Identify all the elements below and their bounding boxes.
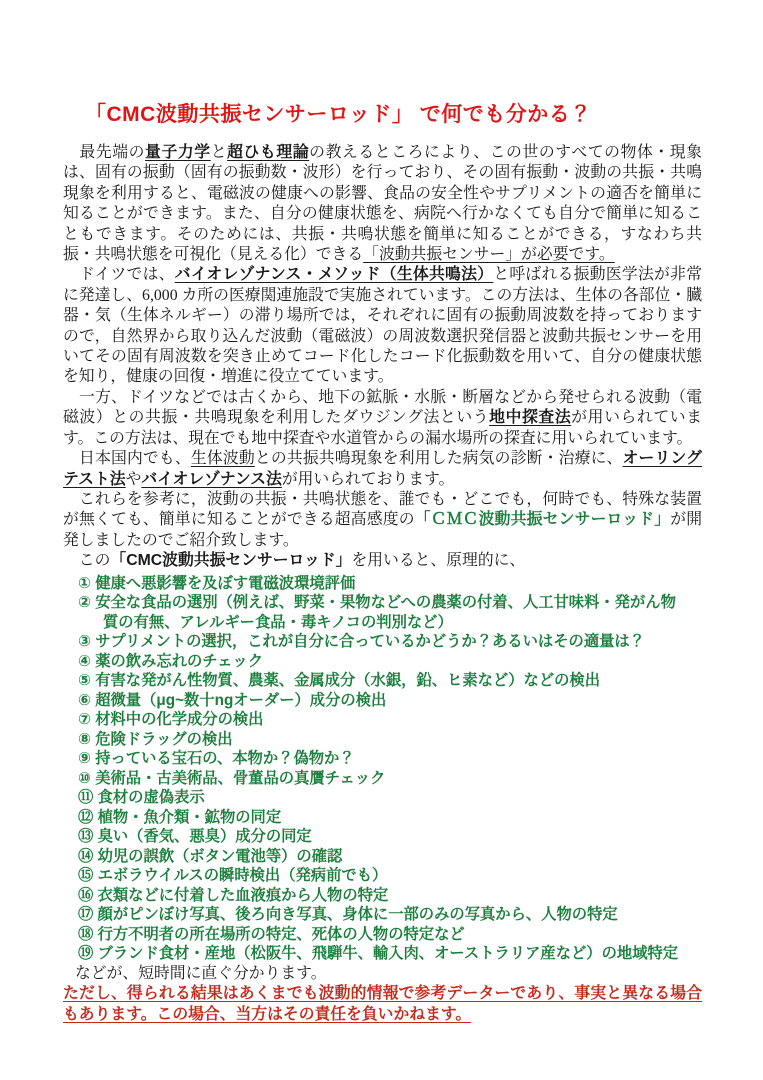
text-segment: の教えるところにより、この世のすべての物体・現象は、固有の振動（固有の振動数・波形）を行っており、その固有振動・波動の共振・共鳴現象を利用すると、電磁波の健康への影響、食品の安全性やサプリメントの適否を簡単に知ることができます。また、自分の健康状態を、病院へ行かなくても自分で簡単に知ることもできます。そのためには、共振・共鳴状態を簡単に知ることができる，すなわち共振・共鳴状態を可視化（見える化）できる	[63, 144, 702, 264]
ability-list-item	[78, 652, 690, 672]
text-segment: この	[63, 552, 111, 570]
paragraph-rod-development	[63, 490, 702, 551]
item-number: ②	[78, 594, 91, 612]
text-segment: 量子力学	[145, 144, 211, 161]
text-segment: が開発しましたのでご紹介致します。	[63, 511, 702, 549]
item-text: 臭い（香気、悪臭）成分の同定	[97, 828, 312, 846]
item-text: 危険ドラッグの検出	[95, 730, 233, 748]
item-number: ⑬	[78, 828, 94, 846]
text-segment: が用いられています。この方法は、現在でも地中探査や水道管からの漏水場所の探査に用いられています。	[63, 409, 702, 447]
ability-list-item	[78, 808, 690, 828]
item-text: 美術品・古美術品、骨董品の真贋チェック	[95, 769, 386, 787]
paragraph-bioresonance	[63, 265, 702, 387]
paragraph-japan-methods	[63, 449, 702, 490]
item-text: ブランド食材・産地（松阪牛、飛騨牛、輸入肉、オーストラリア産など）の地域特定	[97, 945, 679, 963]
disclaimer-text: ただし、得られる結果はあくまでも波動的情報で参考データーであり、事実と異なる場合もあります。この場合、当方はその責任を負いかねます。	[63, 985, 702, 1023]
item-text: 超微量（μg~数十ngオーダー）成分の検出	[95, 691, 387, 709]
ability-list-item	[78, 710, 690, 730]
ability-list-item	[78, 574, 690, 594]
text-segment: 「波動共振センサー」が必要です。	[363, 246, 615, 264]
item-text: 幼児の誤飲（ボタン電池等）の確認	[97, 847, 343, 865]
item-text: 植物・魚介類・鉱物の同定	[97, 808, 282, 826]
paragraph-list-intro	[63, 551, 702, 571]
item-number: ⑯	[78, 886, 94, 904]
text-segment: バイオレゾナンス法	[141, 470, 282, 488]
text-segment: を用いると、原理的に、	[351, 552, 526, 570]
item-text: 持っている宝石の、本物か？偽物か？	[95, 750, 355, 768]
closing-line: などが、短時間に直ぐ分かります。	[75, 964, 327, 982]
ability-list-item	[78, 632, 690, 652]
text-segment: 地中探査法	[489, 409, 572, 427]
item-text: 顔がピンぼけ写真、後ろ向き写真、身体に一部のみの写真から、人物の特定	[97, 906, 618, 924]
document-content	[63, 98, 702, 1025]
item-text: 健康へ悪影響を及ぼす電磁波環境評価	[95, 574, 356, 592]
text-segment: と呼ばれる振動医学法が非常に発達し、6,000 カ所の医療関連施設で実施されています。この方法は、生体の各部位・臓器・気（生体ネルギー）の滞り場所では，それぞれに固有の振動周波数を持っておりますので，自然界から取り込んだ波動（電磁波）の周波数選択発信器と波動共振センサーを用いてその固有周波数を突き止めてコード化したコード化振動数を用いて、自分の健康状態を知り，健康の回復・増進に役立てています。	[63, 266, 702, 386]
text-segment: が用いられております。	[281, 470, 455, 488]
item-number: ①	[78, 574, 91, 592]
item-number: ⑥	[78, 691, 91, 709]
text-segment: 生体波動	[190, 450, 255, 468]
text-segment: と	[210, 144, 228, 161]
ability-list-item	[78, 886, 690, 906]
text-segment: や	[125, 470, 142, 488]
item-number: ⑰	[78, 906, 94, 924]
item-number: ⑨	[78, 750, 91, 768]
ability-list-item	[78, 730, 690, 750]
item-number: ⑤	[78, 672, 91, 690]
item-number: ⑭	[78, 847, 94, 865]
text-segment: これらを参考に，波動の共振・共鳴状態を、誰でも・どこでも，何時でも、特殊な装置が無くても、簡単に知ることができる超高感度の	[63, 490, 702, 529]
item-text: 有害な発がん性物質、農薬、金属成分（水銀，鉛、ヒ素など）などの検出	[95, 672, 601, 690]
ability-list-item	[78, 925, 690, 945]
ability-list-item	[78, 866, 690, 886]
paragraph-dowsing	[63, 388, 702, 449]
ability-list-item	[78, 905, 690, 925]
item-text: サプリメントの選択，これが自分に合っているかどうか？あるいはその適量は？	[95, 633, 645, 651]
ability-list-item	[78, 691, 690, 711]
item-number: ⑲	[78, 945, 94, 963]
text-segment: 最先端の	[63, 144, 146, 161]
item-text: 薬の飲み忘れのチェック	[95, 652, 264, 670]
text-segment: 「CMC波動共振センサーロッド」	[110, 552, 352, 570]
ability-list-item	[78, 847, 690, 867]
item-number: ⑦	[78, 711, 91, 729]
ability-list-item	[78, 749, 690, 769]
item-text: 安全な食品の選別（例えば、野菜・果物などへの農薬の付着、人工甘味料・発がん物質の有無、アレルギー食品・毒キノコの判別など）	[95, 594, 676, 631]
text-segment: バイオレゾナンス・メソッド（生体共鳴法）	[174, 266, 494, 284]
item-number: ⑮	[78, 867, 94, 885]
item-number: ⑱	[78, 925, 94, 943]
ability-list-item	[78, 671, 690, 691]
item-text: 食材の虚偽表示	[97, 789, 205, 807]
text-segment: 「ＣＭＣ波動共振センサーロッド」	[414, 511, 671, 529]
item-number: ③	[78, 633, 91, 651]
item-text: 衣類などに付着した血液痕から人物の特定	[97, 886, 389, 904]
item-number: ⑫	[78, 808, 94, 826]
item-text: エボラウイルスの瞬時検出（発病前でも）	[97, 867, 388, 885]
text-segment: オーリングテスト法	[63, 450, 702, 488]
body-text	[63, 143, 702, 572]
text-segment: 日本国内でも、	[63, 450, 191, 468]
text-segment: 一方、ドイツなどでは古くから、地下の鉱脈・水脈・断層などから発せられる波動（電磁波）との共振・共鳴現象を利用したダウジング法という	[63, 388, 702, 427]
item-text: 材料中の化学成分の検出	[95, 711, 264, 729]
text-segment: 超ひも理論	[227, 144, 310, 161]
item-number: ⑩	[78, 769, 91, 787]
ability-list-item	[78, 827, 690, 847]
text-segment: との共振共鳴現象を利用した病気の診断・治療に、	[254, 450, 623, 468]
ability-list	[78, 574, 690, 964]
item-number: ⑧	[78, 730, 91, 748]
page-title: 「CMC波動共振センサーロッド」 で何でも分かる？	[85, 103, 592, 126]
paragraph-quantum-intro	[63, 143, 702, 265]
ability-list-item	[78, 788, 690, 808]
item-text: 行方不明者の所在場所の特定、死体の人物の特定など	[97, 925, 465, 943]
ability-list-item	[78, 769, 690, 789]
ability-list-item	[78, 593, 690, 632]
item-number: ④	[78, 652, 91, 670]
text-segment: ドイツでは、	[63, 266, 175, 284]
item-number: ⑪	[78, 789, 94, 807]
ability-list-item	[78, 944, 690, 964]
